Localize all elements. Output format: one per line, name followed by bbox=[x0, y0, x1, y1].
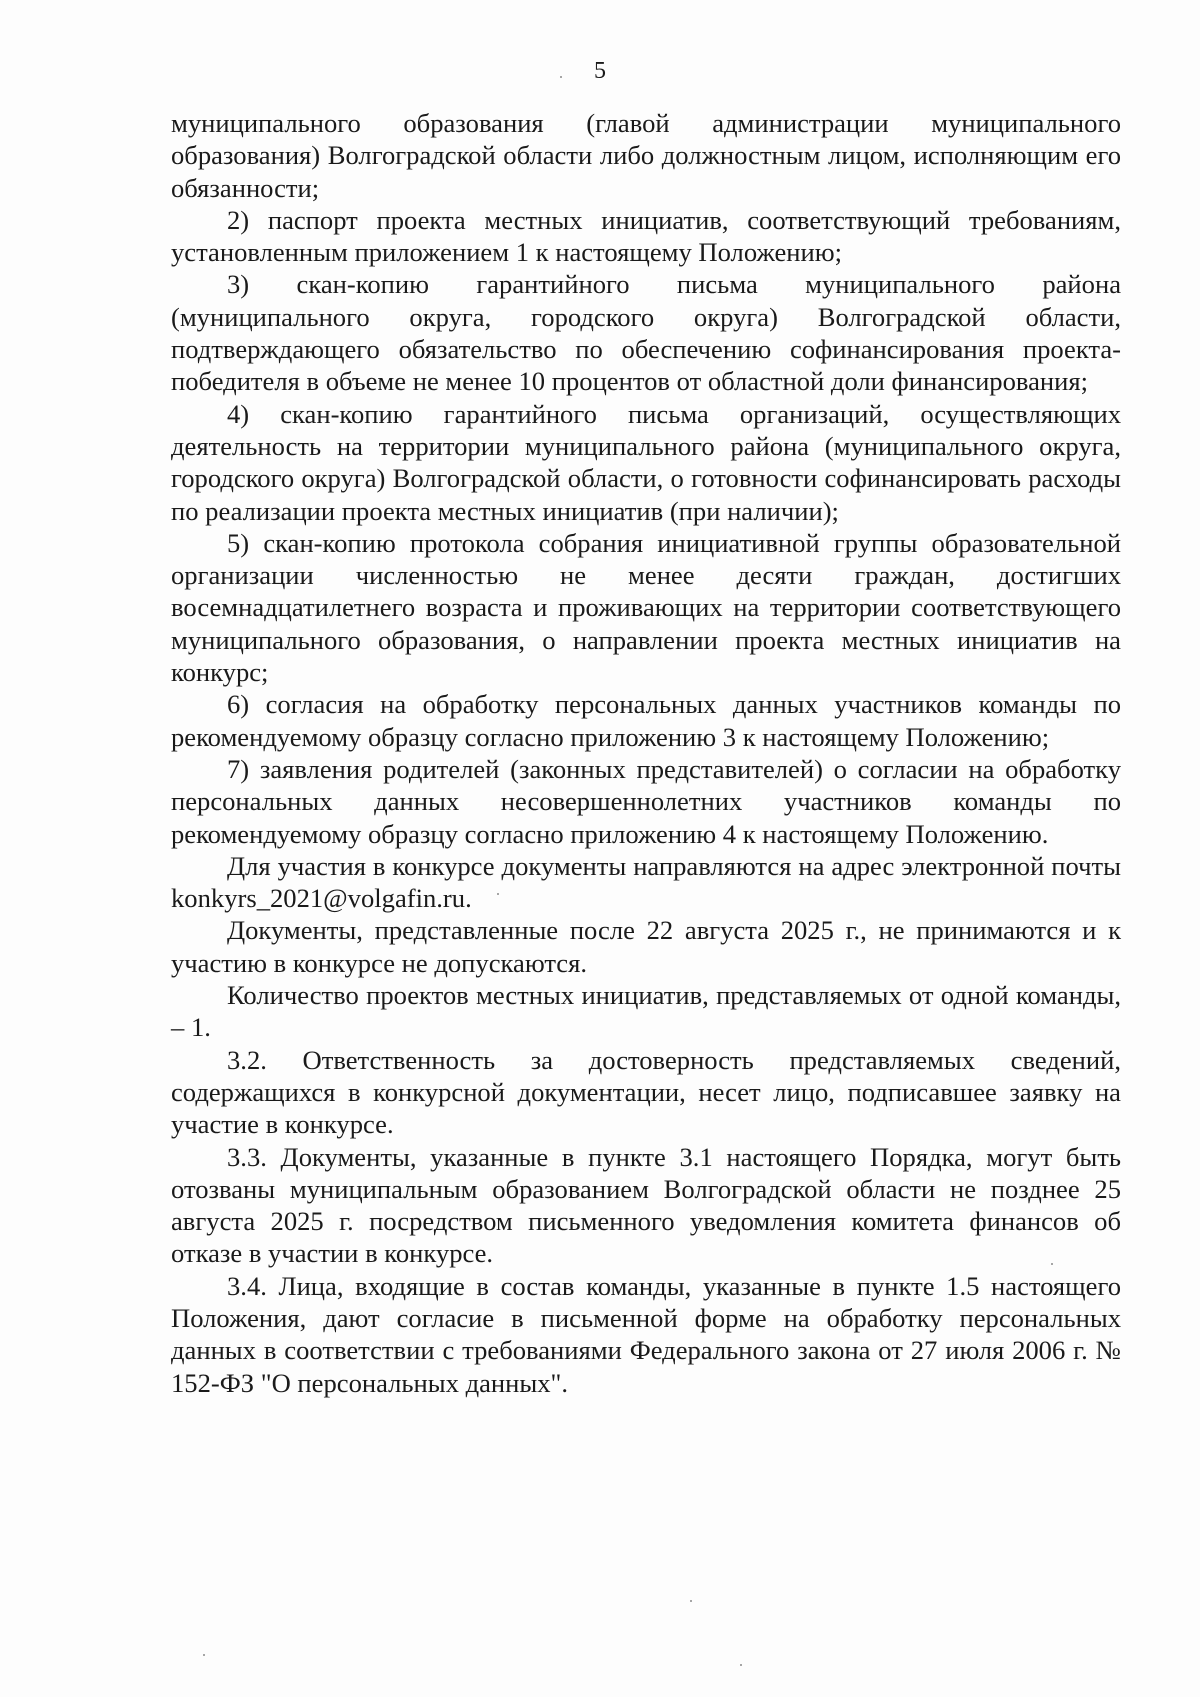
list-item-5: 5) скан-копию протокола собрания инициативной группы образовательной организации численностью не менее десяти граждан, достигших восемнадцатилетнего возраста и проживающих на территории соответствующего муниципального образования, о направлении проекта местных инициатив на конкурс; bbox=[171, 527, 1121, 688]
list-item-6: 6) согласия на обработку персональных данных участников команды по рекомендуемому образцу согласно приложению 3 к настоящему Положению; bbox=[171, 689, 1121, 752]
list-item-7: 7) заявления родителей (законных представителей) о согласии на обработку персональных данных несовершеннолетних участников команды по рекомендуемому образцу согласно приложению 4 к настоящему Положению. bbox=[171, 753, 1121, 849]
section-3-2: 3.2. Ответственность за достоверность представляемых сведений, содержащихся в конкурсной документации, несет лицо, подписавшее заявку на участие в конкурсе. bbox=[171, 1044, 1121, 1140]
scan-speck bbox=[740, 1664, 742, 1666]
list-item-4: 4) скан-копию гарантийного письма организаций, осуществляющих деятельность на территории муниципального района (муниципального округа, городского округа) Волгоградской области, о готовности софинансировать расходы по реализации проекта местных инициатив (при наличии); bbox=[171, 398, 1121, 526]
scan-speck bbox=[560, 76, 562, 78]
page-number: 5 bbox=[594, 58, 606, 84]
section-3-3: 3.3. Документы, указанные в пункте 3.1 настоящего Порядка, могут быть отозваны муниципальным образованием Волгоградской области не позднее 25 августа 2025 г. посредством письменного уведомления комитета финансов об отказе в участии в конкурсе. bbox=[171, 1141, 1121, 1269]
scan-speck bbox=[497, 893, 499, 895]
paragraph-email: Для участия в конкурсе документы направляются на адрес электронной почты konkyrs_2021@volgafin.ru. bbox=[171, 850, 1121, 914]
paragraph-deadline: Документы, представленные после 22 августа 2025 г., не принимаются и к участию в конкурсе не допускаются. bbox=[171, 915, 1121, 978]
section-3-4: 3.4. Лица, входящие в состав команды, указанные в пункте 1.5 настоящего Положения, дают согласие в письменной форме на обработку персональных данных в соответствии с требованиями Федерального закона от 27 июля 2006 г. № 152-ФЗ "О персональных данных". bbox=[171, 1270, 1121, 1398]
scan-speck bbox=[690, 1600, 692, 1602]
list-item-2: 2) паспорт проекта местных инициатив, соответствующий требованиям, установленным приложением 1 к настоящему Положению; bbox=[171, 204, 1121, 268]
list-item-3: 3) скан-копию гарантийного письма муниципального района (муниципального округа, городского округа) Волгоградской области, подтверждающего обязательство по обеспечению софинансирования проекта-победителя в объеме не менее 10 процентов от областной доли финансирования; bbox=[171, 269, 1121, 397]
scan-speck bbox=[1051, 1263, 1053, 1265]
scan-speck bbox=[203, 1654, 205, 1656]
paragraph-project-count: Количество проектов местных инициатив, представляемых от одной команды, – 1. bbox=[171, 980, 1121, 1043]
paragraph-continuation: муниципального образования (главой администрации муниципального образования) Волгоградской области либо должностным лицом, исполняющим его обязанности; bbox=[171, 108, 1121, 203]
document-body bbox=[171, 107, 1121, 1399]
